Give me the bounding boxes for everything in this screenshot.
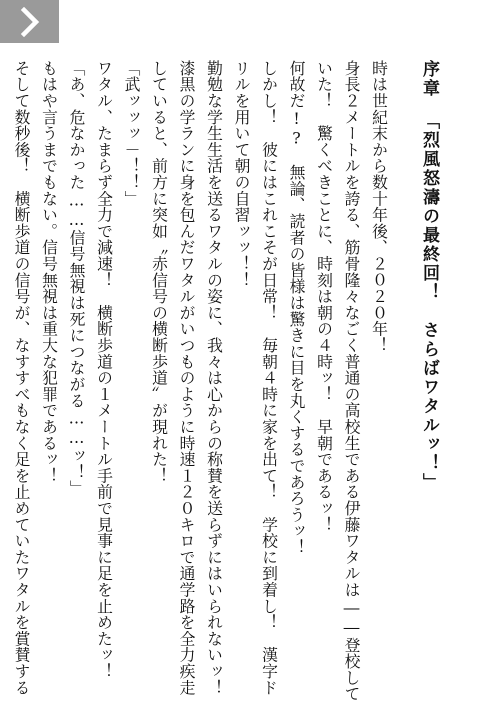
text-line: リルを用いて朝の自習ッッ！！ xyxy=(232,60,251,289)
text-line: そして数秒後！ 横断歩道の信号が、なすすべもなく足を止めていたワタルを賞賛する xyxy=(12,60,31,696)
chevron-right-icon xyxy=(19,7,41,37)
text-line: ワタル、たまらず全力で減速！ 横断歩道の１メートル手前で見事に足を止めたッ！ xyxy=(94,60,114,680)
next-page-button[interactable] xyxy=(0,0,59,43)
chapter-title: 「烈風怒濤の最終回！ さらばワタルッ！」 xyxy=(419,112,439,492)
text-line: 何故だ!? 無論、読者の皆様は驚きに目を丸くするであろうッ！ xyxy=(287,60,306,556)
text-line: 漆黒の学ランに身を包んだワタルがいつものように時速１２０キロで通学路を全力疾走 xyxy=(177,60,196,696)
vertical-text-body xyxy=(8,60,443,702)
chapter-heading xyxy=(415,60,443,620)
text-line: もはや言うまでもない。信号無視は重大な犯罪であるッ！ xyxy=(39,60,59,484)
text-line: 勤勉な学生生活を送るワタルの姿に、我々は心からの称賛を送らずにはいられないッ！ xyxy=(204,60,224,696)
text-line: していると、前方に突如〝赤信号の横断歩道〟が現れた！ xyxy=(149,60,169,484)
text-line: 身長２メートルを誇る、筋骨隆々なごく普通の高校生である伊藤ワタルは――登校して xyxy=(342,60,361,702)
text-line: 「武ッッッ－！！」 xyxy=(122,60,141,207)
text-line: しかし！ 彼にはこれこそが日常！ 毎朝４時に家を出て！ 学校に到着し！ 漢字ド xyxy=(259,60,279,696)
text-line: 「あ、危なかった……信号無視は死につながる……ッ！」 xyxy=(67,60,86,497)
chapter-label: 序章 xyxy=(419,60,439,98)
text-line: いた！ 驚くべきことに、時刻は朝の４時ッ！ 早朝であるッ！ xyxy=(314,60,334,533)
text-line: 時は世紀末から数十年後、２０２０年！ xyxy=(369,60,389,354)
